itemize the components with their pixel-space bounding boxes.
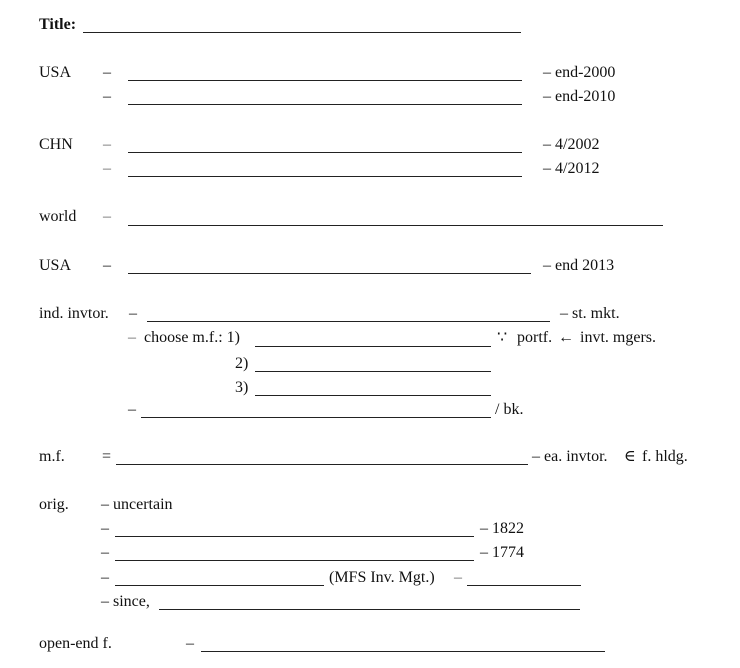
because-symbol: ∵ [497,329,508,346]
usa-end-2010: – end-2010 [543,88,616,105]
choose-blank-2[interactable] [255,371,491,372]
orig-blank-since[interactable] [159,609,580,610]
dash: – [186,635,194,652]
choose-num-2: 2) [235,355,249,372]
since: – since, [101,593,150,610]
equals: = [102,448,112,465]
year-1822: – 1822 [480,520,524,537]
world-blank[interactable] [128,225,663,226]
choose-num-3: 3) [235,379,249,396]
dash: – [101,520,109,537]
usa-label: USA [39,64,72,81]
orig-blank-1774[interactable] [115,560,474,561]
dash: – [103,257,111,274]
usa-end-2013: – end 2013 [543,257,615,274]
chn-blank-1[interactable] [128,152,522,153]
ind-blank-st-mkt[interactable] [147,321,550,322]
dash: – [129,305,137,322]
usa-blank-2[interactable] [128,104,522,105]
uncertain: – uncertain [101,496,173,513]
orig-blank-1822[interactable] [115,536,474,537]
title-blank[interactable] [83,32,521,33]
dash: – [103,208,111,225]
dash: – [103,88,111,105]
arrow-left-icon: ← [558,329,574,346]
ea-invtor: – ea. invtor. [532,448,608,465]
mfs-inv-mgt: (MFS Inv. Mgt.) [329,569,435,586]
usa-blank-1[interactable] [128,80,522,81]
title-label: Title: [39,16,77,33]
portf: portf. [517,329,553,346]
choose-mf-1: choose m.f.: 1) [144,329,240,346]
open-end-blank[interactable] [201,651,605,652]
ind-invtor-label: ind. invtor. [39,305,109,322]
chn-label: CHN [39,136,73,153]
dash: – [103,136,111,153]
dash: – [101,544,109,561]
dash: – [103,160,111,177]
choose-blank-3[interactable] [255,395,491,396]
orig-label: orig. [39,496,69,513]
dash: – [454,569,462,586]
usa2-label: USA [39,257,72,274]
chn-4-2002: – 4/2002 [543,136,600,153]
year-1774: – 1774 [480,544,524,561]
dash: – [128,329,136,346]
dash: – [128,401,136,418]
chn-4-2012: – 4/2012 [543,160,600,177]
chn-blank-2[interactable] [128,176,522,177]
choose-blank-1[interactable] [255,346,491,347]
open-end-f-label: open-end f. [39,635,112,652]
mf-label: m.f. [39,448,65,465]
dash: – [103,64,111,81]
mf-blank[interactable] [116,464,528,465]
bk-blank[interactable] [141,417,491,418]
st-mkt: – st. mkt. [560,305,620,322]
dash: – [101,569,109,586]
bk: / bk. [495,401,524,418]
f-hldg: f. hldg. [642,448,688,465]
invt-mgers: invt. mgers. [580,329,656,346]
orig-blank-mfs-after[interactable] [467,585,581,586]
orig-blank-mfs[interactable] [115,585,324,586]
usa2-blank[interactable] [128,273,531,274]
usa-end-2000: – end-2000 [543,64,616,81]
element-of-symbol: ∈ [624,448,636,465]
world-label: world [39,208,77,225]
